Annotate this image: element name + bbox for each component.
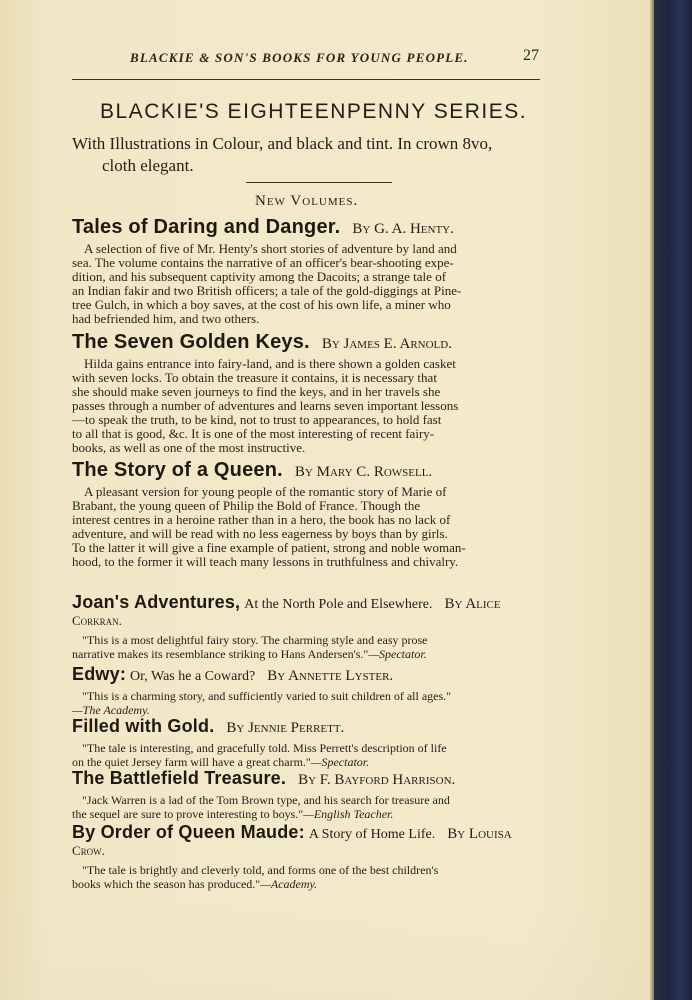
entry-title: By Order of Queen Maude: <box>72 822 305 842</box>
entry-author: By Annette Lyster. <box>267 668 394 684</box>
description-line: Hilda gains entrance into fairy-land, and is there shown a golden casket <box>84 356 456 371</box>
entry-title: The Seven Golden Keys. <box>72 331 310 353</box>
series-subtitle <box>72 133 547 177</box>
review-line: books which the season has produced." <box>72 877 261 891</box>
page-number: 27 <box>523 47 539 64</box>
entry-story-of-a-queen <box>72 459 542 569</box>
entry-title: Tales of Daring and Danger. <box>72 216 341 238</box>
entry-author-continued: Crow. <box>72 843 105 858</box>
review-line: "The tale is brightly and cleverly told, and forms one of the best children's <box>82 863 439 877</box>
entry-joans-adventures <box>72 592 542 661</box>
entry-title: Edwy: <box>72 664 127 684</box>
review-source: —Spectator. <box>310 755 370 769</box>
description-line: tree Gulch, in which a boy saves, at the cost of his own life, a miner who <box>72 297 451 312</box>
review-source: —Spectator. <box>368 647 427 661</box>
description-line: dition, and his subsequent captivity among the Dacoits; a strange tale of <box>72 269 447 284</box>
description-line: she should make seven journeys to find the keys, and in her travels she <box>72 384 441 399</box>
entry-edwy <box>72 664 542 717</box>
entry-author: By James E. Arnold. <box>321 336 452 352</box>
description-line: an Indian fakir and two British officers; a tale of the gold-diggings at Pine- <box>72 283 462 298</box>
entry-seven-golden-keys <box>72 331 542 455</box>
entry-description <box>72 357 542 455</box>
header-rule <box>72 79 540 80</box>
review-line: "This is a charming story, and sufficiently varied to suit children of all ages." <box>82 689 452 703</box>
entry-author: By Mary C. Rowsell. <box>294 464 433 480</box>
entry-author-continued: Corkran. <box>72 613 122 628</box>
entry-title: Filled with Gold. <box>72 716 215 736</box>
description-line: sea. The volume contains the narrative of an officer's bear-shooting expe- <box>72 255 454 270</box>
review-line: narrative makes its resemblance striking to Hans Andersen's." <box>72 647 369 661</box>
running-head: BLACKIE & SON'S BOOKS FOR YOUNG PEOPLE. <box>130 50 469 65</box>
section-label: New Volumes. <box>255 193 359 209</box>
review-line: "This is a most delightful fairy story. The charming style and easy prose <box>82 633 428 647</box>
description-line: passes through a number of adventures and learns seven important lessons <box>72 398 459 413</box>
description-line: hood, to the former it will teach many lessons in truthfulness and chivalry. <box>72 554 459 569</box>
description-line: books, as well as one of the most instructive. <box>72 440 306 455</box>
entry-subtitle: A Story of Home Life. <box>308 827 436 842</box>
series-title: BLACKIE'S EIGHTEENPENNY SERIES. <box>100 100 528 123</box>
description-line: to all that is good, &c. It is one of the most interesting of recent fairy- <box>72 426 435 441</box>
entry-title: Joan's Adventures, <box>72 592 241 612</box>
entry-review <box>72 633 542 661</box>
review-source: —The Academy. <box>72 703 150 717</box>
review-line: "Jack Warren is a lad of the Tom Brown type, and his search for treasure and <box>82 793 450 807</box>
entry-by-order-of-queen-maude <box>72 822 542 891</box>
series-subtitle-line2: cloth elegant. <box>102 156 194 175</box>
description-line: with seven locks. To obtain the treasure it contains, it is necessary that <box>72 370 437 385</box>
entry-filled-with-gold <box>72 716 542 769</box>
entry-description <box>72 485 542 569</box>
entry-author: By Louisa <box>447 826 512 842</box>
review-source: —Academy. <box>260 877 318 891</box>
entry-author: By F. Bayford Harrison. <box>298 772 456 788</box>
entry-review <box>72 741 542 769</box>
description-line: Brabant, the young queen of Philip the Bold of France. Though the <box>72 498 421 513</box>
review-source: —English Teacher. <box>303 807 394 821</box>
description-line: —to speak the truth, to be kind, not to trust to appearances, to hold fast <box>72 412 442 427</box>
description-line: interest centres in a heroine rather than in a hero, the book has no lack of <box>72 512 451 527</box>
series-subtitle-line1: With Illustrations in Colour, and black and tint. In crown 8vo, <box>72 134 493 153</box>
description-line: A pleasant version for young people of the romantic story of Marie of <box>84 484 447 499</box>
review-line: the sequel are sure to prove interesting to boys." <box>72 807 304 821</box>
description-line: had befriended him, and two others. <box>72 311 260 326</box>
description-line: To the latter it will give a fine example of patient, strong and noble woman- <box>72 540 466 555</box>
entry-title: The Story of a Queen. <box>72 459 283 481</box>
entry-author: By G. A. Henty. <box>352 221 454 237</box>
description-line: A selection of five of Mr. Henty's short stories of adventure by land and <box>84 241 457 256</box>
entry-review <box>72 689 542 717</box>
entry-subtitle: At the North Pole and Elsewhere. <box>244 597 433 612</box>
entry-title: The Battlefield Treasure. <box>72 768 287 788</box>
entry-battlefield-treasure <box>72 768 542 821</box>
section-rule <box>246 182 392 183</box>
review-line: on the quiet Jersey farm will have a great charm." <box>72 755 311 769</box>
entry-description <box>72 242 542 326</box>
review-line: "The tale is interesting, and gracefully told. Miss Perrett's description of life <box>82 741 447 755</box>
page-bottom-shade <box>0 900 654 1000</box>
description-line: adventure, and will be read with no less eagerness by boys than by girls. <box>72 526 448 541</box>
entry-subtitle: Or, Was he a Coward? <box>130 669 256 684</box>
entry-review <box>72 793 542 821</box>
entry-tales-of-daring <box>72 216 542 326</box>
book-cover-edge <box>654 0 692 1000</box>
entry-author: By Jennie Perrett. <box>226 720 345 736</box>
entry-author: By Alice <box>444 596 501 612</box>
entry-review <box>72 863 542 891</box>
